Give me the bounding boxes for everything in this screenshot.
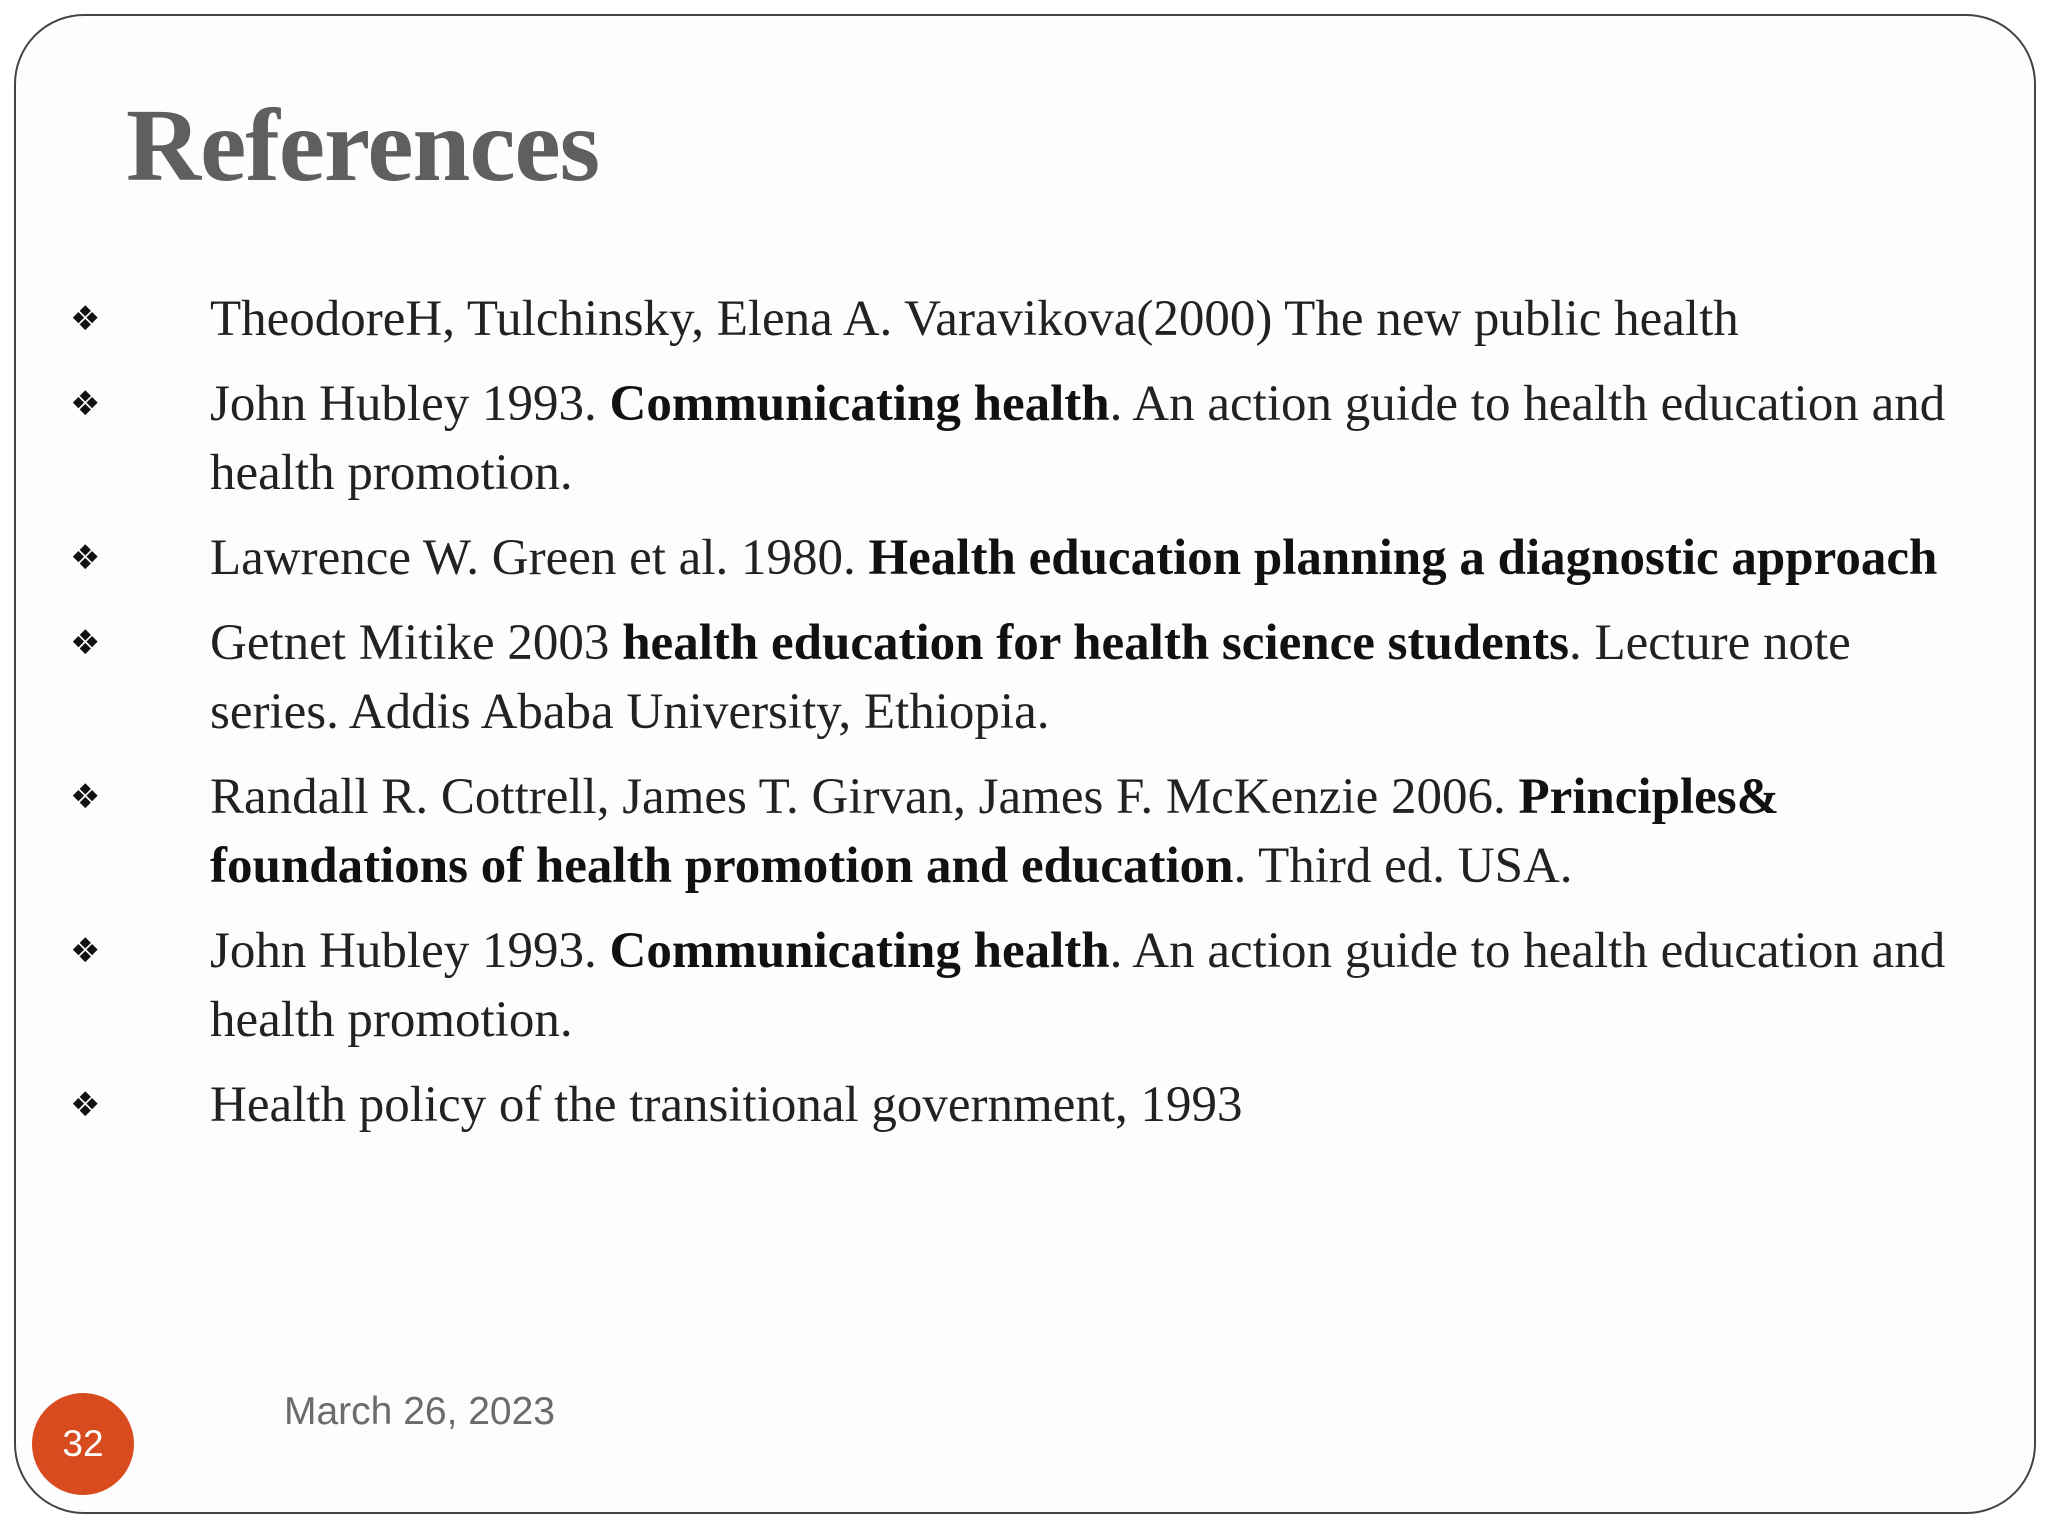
page-title: References: [126, 88, 600, 203]
reference-item: [70, 763, 1950, 901]
reference-item: [70, 524, 1950, 593]
diamond-bullet-icon: ❖: [70, 623, 101, 663]
reference-detail: Health policy of the transitional government, 1993: [210, 1077, 1243, 1133]
reference-detail: John Hubley 1993.: [210, 376, 610, 432]
reference-item: [70, 609, 1950, 747]
reference-detail: . Third ed. USA.: [1233, 838, 1573, 894]
reference-detail: . An action guide to health education and health promotion.: [210, 923, 1946, 1048]
reference-item: [70, 370, 1950, 508]
reference-list: [70, 285, 1950, 1156]
reference-detail: . Lecture note series. Addis Ababa University, Ethiopia.: [210, 615, 1851, 740]
diamond-bullet-icon: ❖: [70, 777, 101, 817]
diamond-bullet-icon: ❖: [70, 538, 101, 578]
reference-detail: . An action guide to health education and health promotion.: [210, 376, 1946, 501]
diamond-bullet-icon: ❖: [70, 299, 101, 339]
reference-text: [210, 291, 1739, 347]
reference-item: [70, 285, 1950, 354]
reference-text: [210, 615, 1851, 740]
reference-text: [210, 923, 1945, 1048]
reference-text: [210, 376, 1945, 501]
diamond-bullet-icon: ❖: [70, 1085, 101, 1125]
reference-detail: Lawrence W. Green et al. 1980.: [210, 530, 869, 586]
reference-detail: Getnet Mitike 2003: [210, 615, 623, 671]
slide-number-badge: 32: [32, 1393, 134, 1495]
reference-title: Communicating health: [609, 923, 1110, 979]
diamond-bullet-icon: ❖: [70, 931, 101, 971]
reference-title: Health education planning a diagnostic approach: [868, 530, 1938, 586]
reference-detail: Randall R. Cottrell, James T. Girvan, James F. McKenzie 2006.: [210, 769, 1519, 825]
reference-text: [210, 1077, 1243, 1133]
reference-text: [210, 769, 1779, 894]
reference-title: Principles& foundations of health promotion and education: [210, 769, 1780, 894]
diamond-bullet-icon: ❖: [70, 384, 101, 424]
reference-detail: TheodoreH, Tulchinsky, Elena A. Varavikova(2000) The new public health: [210, 291, 1739, 347]
reference-text: [210, 530, 1937, 586]
reference-detail: John Hubley 1993.: [210, 923, 610, 979]
slide-date: March 26, 2023: [284, 1390, 556, 1433]
reference-item: [70, 1071, 1950, 1140]
reference-title: health education for health science students: [622, 615, 1569, 671]
reference-item: [70, 917, 1950, 1055]
reference-title: Communicating health: [609, 376, 1110, 432]
